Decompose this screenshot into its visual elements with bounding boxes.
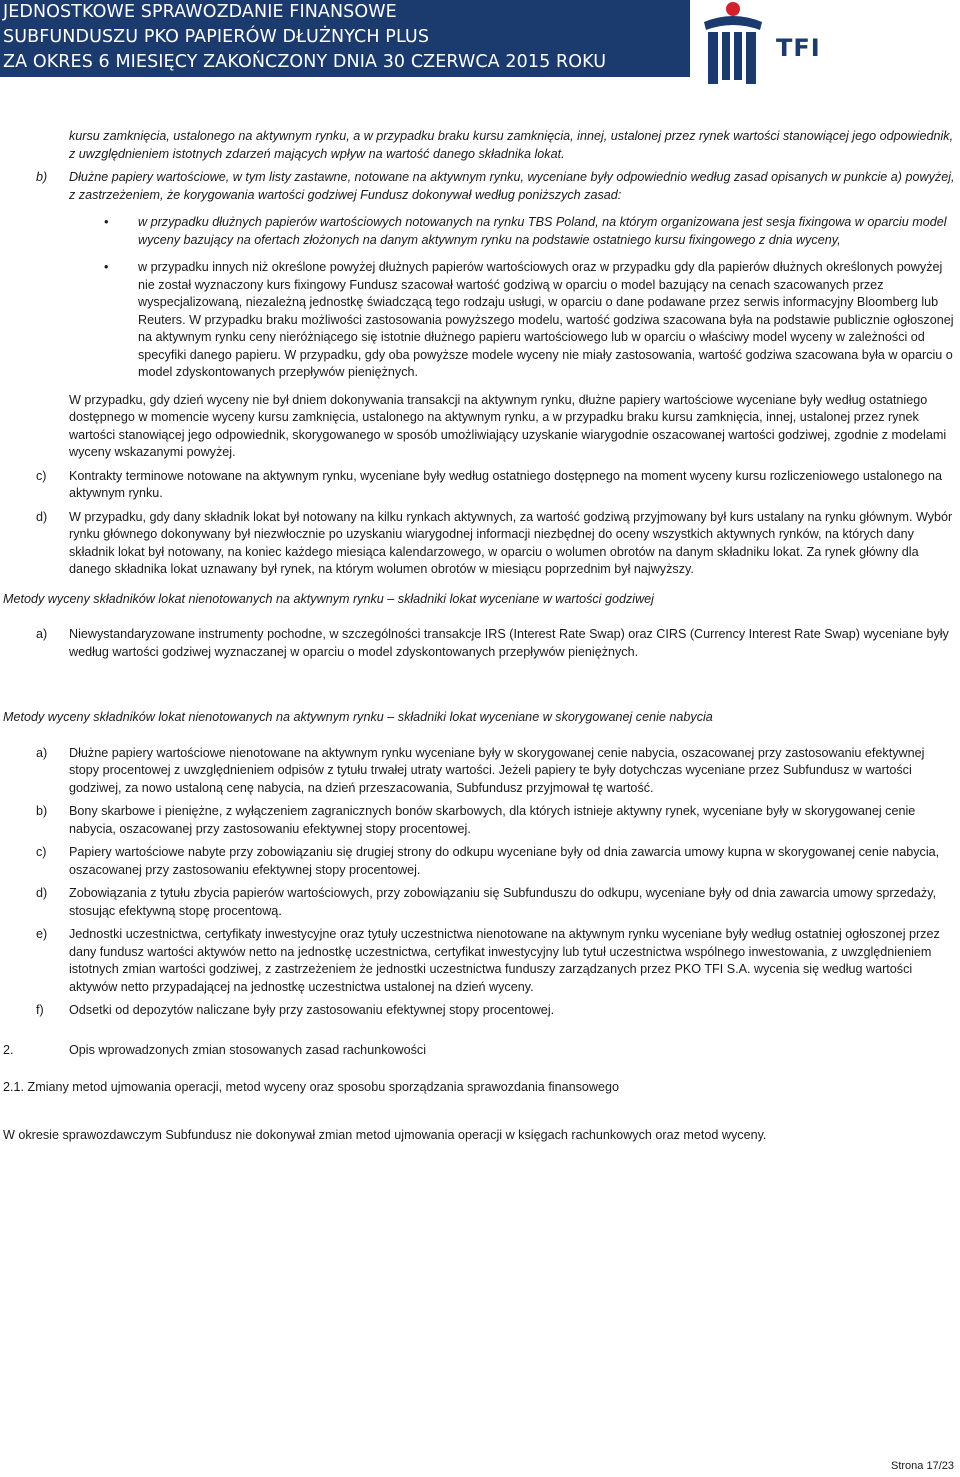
item-text: Dłużne papiery wartościowe nienotowane na aktywnym rynku wyceniane były w skorygowanej cenie nabycia, oszacowanej przy zastosowaniu efektywnej stopy procentowej z uwzględnieniem odpisów z tytułu trwałej utraty wartości. Jeżeli papiery te były dotychczas wyceniane przez Subfundusz w wartości godziwej, za nowo ustaloną cenę nabycia, na dzień przeszacowania, Subfundusz przyjmował tę wartość. bbox=[69, 745, 925, 795]
item-c-amortized bbox=[0, 844, 955, 879]
intro-paragraph: kursu zamknięcia, ustalonego na aktywnym rynku, a w przypadku braku kursu zamknięcia, innej, ustalonej przez rynek wartości stanowiącej jego odpowiednik, z uwzględnieniem istotnych zdarzeń mających wpływ na wartość danego składnika lokat. bbox=[69, 129, 954, 161]
item-letter: a) bbox=[36, 627, 48, 641]
item-letter: f) bbox=[36, 1003, 44, 1017]
item-text: W przypadku, gdy dany składnik lokat był notowany na kilku rynkach aktywnych, za wartość godziwą przyjmowany był kurs ustalany na rynku głównym. Wybór rynku głównego dokonywany był niezwłocznie po uzyskaniu wiarygodnej informacji niezbędnej do oceny wszystkich aktywnych rynków, na których dany składnik lokat był notowany, na koniec każdego miesiąca kalendarzowego, w oparciu o wolumen obrotów na danym składniku lokat. Za rynek główny dla danego składnika lokat uznawany był rynek, na którym wolumen obrotów w miesiącu poprzednim był najwyższy. bbox=[69, 509, 953, 576]
item-letter: c) bbox=[36, 845, 47, 859]
bullet-icon: • bbox=[104, 215, 109, 229]
item-text: Kontrakty terminowe notowane na aktywnym rynku, wyceniane były według ostatniego dostępnego na moment wyceny kursu rozliczeniowego ustalonego na aktywnym rynku. bbox=[69, 468, 942, 500]
item-text: Zobowiązania z tytułu zbycia papierów wartościowych, przy zobowiązaniu się Subfunduszu do odkupu, wyceniane były od dnia zawarcia umowy sprzedaży, stosując efektywną stopę procentową. bbox=[69, 886, 937, 918]
section-2 bbox=[0, 1042, 955, 1060]
section-number: 2. bbox=[3, 1042, 14, 1057]
item-b-amortized bbox=[0, 803, 955, 838]
item-letter: b) bbox=[36, 804, 48, 818]
bullet-item bbox=[0, 259, 955, 382]
item-a-fair-value bbox=[0, 626, 955, 661]
section-heading-amortized-cost: Metody wyceny składników lokat nienotowanych na aktywnym rynku – składniki lokat wyceniane w skorygowanej cenie nabycia bbox=[3, 710, 713, 724]
logo-text: TFI bbox=[776, 34, 821, 62]
item-letter: d) bbox=[36, 886, 48, 900]
item-text: Odsetki od depozytów naliczane były przy zastosowaniu efektywnej stopy procentowej. bbox=[69, 1003, 555, 1017]
item-letter: c) bbox=[36, 468, 47, 483]
bullet-icon: • bbox=[104, 260, 109, 274]
item-letter: e) bbox=[36, 927, 48, 941]
item-text: Dłużne papiery wartościowe, w tym listy zastawne, notowane na aktywnym rynku, wyceniane były odpowiednio według zasad opisanych w punkcie a) powyżej, z zastrzeżeniem, że korygowania wartości godziwej Fundusz dokonywał według poniższych zasad: bbox=[69, 170, 955, 202]
header-line-2: SUBFUNDUSZU PKO PAPIERÓW DŁUŻNYCH PLUS bbox=[3, 27, 430, 47]
section-heading-fair-value: Metody wyceny składników lokat nienotowanych na aktywnym rynku – składniki lokat wyceniane w wartości godziwej bbox=[3, 591, 654, 606]
section-title: Opis wprowadzonych zmian stosowanych zasad rachunkowości bbox=[69, 1042, 426, 1057]
page-number: Strona 17/23 bbox=[891, 1460, 954, 1472]
after-bullets-paragraph: W przypadku, gdy dzień wyceny nie był dniem dokonywania transakcji na aktywnym rynku, dłużne papiery wartościowe wyceniane były według ostatniego dostępnego w momencie wyceny kursu zamknięcia, ustalonego na aktywnym rynku, a w przypadku braku kursu zamknięcia, innej, ustalonej przez rynek wartości stanowiącej jego odpowiednik, skorygowanego w sposób umożliwiający uzyskanie wiarygodnie oszacowanej wartości godziwej, zgodnie z modelami wyceny wskazanymi powyżej. bbox=[69, 392, 947, 459]
item-text: Jednostki uczestnictwa, certyfikaty inwestycyjne oraz tytuły uczestnictwa nienotowane na aktywnym rynku wyceniane były według ostatniej ogłoszonej przez dany fundusz wartości aktywów netto na jednostkę uczestnictwa, certyfikat inwestycyjny lub tytuł uczestnictwa wspólnego inwestowania, z uwzględnieniem istotnych zmian wartości godziwej, z zastrzeżeniem że jednostki uczestnictwa funduszy zarządzanych przez PKO TFI S.A. wycenia się według wartości aktywów netto przypadającej na jednostkę uczestnictwa ustalonej na dzień wyceny. bbox=[69, 927, 940, 994]
item-text: Niewystandaryzowane instrumenty pochodne, w szczególności transakcje IRS (Interest Rate Swap) oraz CIRS (Currency Interest Rate Swap) wyceniane były według wartości godziwej wyznaczanej w oparciu o model zdyskontowanych przepływów pieniężnych. bbox=[69, 627, 949, 659]
item-d-amortized bbox=[0, 885, 955, 920]
item-c bbox=[0, 468, 955, 503]
item-text: Papiery wartościowe nabyte przy zobowiązaniu się drugiej strony do odkupu wyceniane były od dnia zawarcia umowy kupna w skorygowanej cenie nabycia, oszacowanej przy zastosowaniu efektywnej stopy procentowej. bbox=[69, 845, 940, 877]
bullet-item bbox=[0, 214, 955, 249]
item-e-amortized bbox=[0, 926, 955, 996]
report-header bbox=[0, 0, 690, 77]
item-letter: a) bbox=[36, 745, 48, 760]
item-b bbox=[0, 169, 955, 204]
document-body bbox=[0, 128, 955, 1144]
section-2-1-title: 2.1. Zmiany metod ujmowania operacji, metod wyceny oraz sposobu sporządzania sprawozdania finansowego bbox=[3, 1080, 620, 1094]
final-paragraph: W okresie sprawozdawczym Subfundusz nie dokonywał zmian metod ujmowania operacji w księgach rachunkowych oraz metod wyceny. bbox=[3, 1127, 767, 1142]
item-letter: d) bbox=[36, 509, 48, 524]
item-text: Bony skarbowe i pieniężne, z wyłączeniem zagranicznych bonów skarbowych, dla których istnieje aktywny rynek, wyceniane były w skorygowanej cenie nabycia, oszacowanej przy zastosowaniu efektywnej stopy procentowej. bbox=[69, 804, 916, 836]
bullet-text: w przypadku dłużnych papierów wartościowych notowanych na rynku TBS Poland, na którym organizowana jest sesja fixingowa w oparciu model wyceny bazujący na ofertach złożonych na danym aktywnym rynku na podstawie ostatniego kursu fixingowego z dnia wyceny, bbox=[138, 215, 947, 247]
item-a-amortized bbox=[0, 745, 955, 798]
bullet-text: w przypadku innych niż określone powyżej dłużnych papierów wartościowych oraz w przypadku gdy dla papierów dłużnych określonych powyżej nie został wyznaczony kurs fixingowy Fundusz szacował wartość godziwą w oparciu o model bazujący na cenach szacowanych przez wyspecjalizowaną, niezależną jednostkę świadczącą tego rodzaju usługi, w oparciu o dane podawane przez serwis informacyjny Bloomberg lub Reuters. W przypadku braku możliwości zastosowania powyższego modelu, wartość godziwa szacowana była na podstawie publicznie ogłoszonej na aktywnym rynku ceny nieróżniącego się istotnie dłużnego papieru wartościowego lub w oparciu o właściwy model wyceny w zależności od specyfiki danego papieru. W przypadku, gdy oba powyższe modele wyceny nie miały zastosowania, wartość godziwa szacowana była w oparciu o model zdyskontowanych przepływów pieniężnych. bbox=[138, 260, 954, 379]
header-line-1: JEDNOSTKOWE SPRAWOZDANIE FINANSOWE bbox=[3, 2, 397, 22]
item-f-amortized bbox=[0, 1002, 955, 1020]
item-d bbox=[0, 509, 955, 579]
item-letter: b) bbox=[36, 170, 48, 184]
header-line-3: ZA OKRES 6 MIESIĘCY ZAKOŃCZONY DNIA 30 CZERWCA 2015 ROKU bbox=[3, 52, 607, 72]
